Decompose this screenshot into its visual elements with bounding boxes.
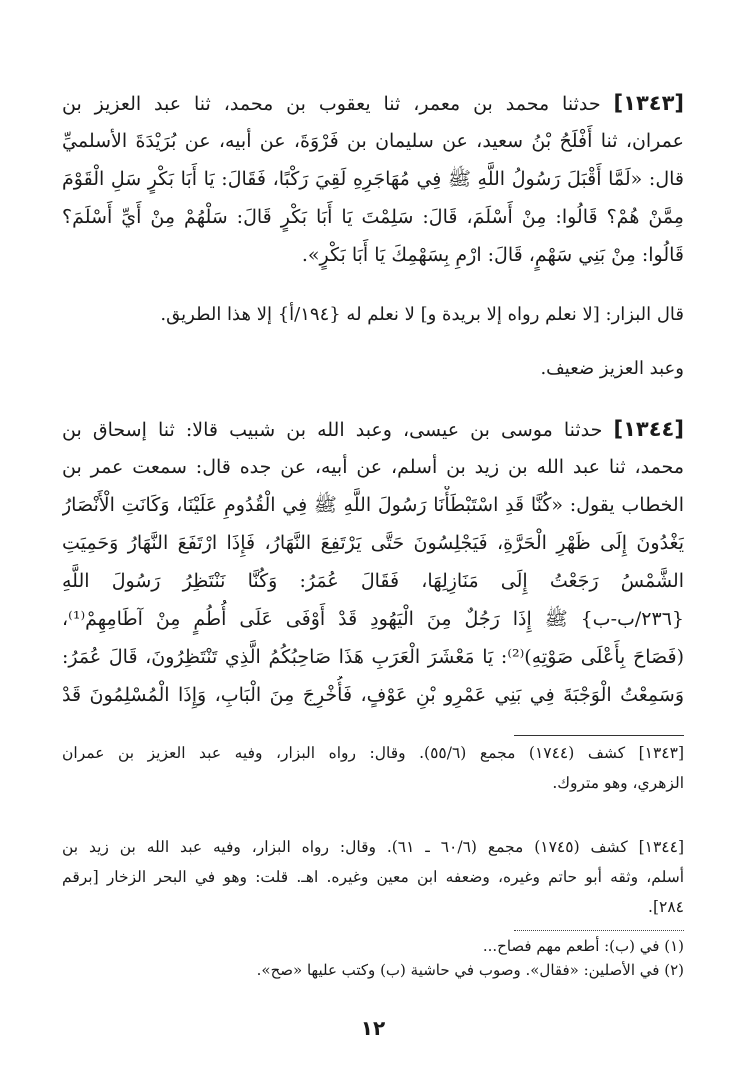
hadith-number: [١٣٤٤] [613, 417, 684, 441]
weak-note [62, 355, 684, 383]
hadith-line: وَسَمِعْتُ الْوَجْبَةَ فِي بَنِي عَمْرِو بْنِ عَوْفٍ، فَأُخْرِجَ مِنَ الْبَابِ، وَإِذَا الْمُسْلِمُونَ قَدْ [62, 684, 684, 706]
footnotes-divider [514, 930, 684, 931]
note-line: ٢٨٤]. [648, 898, 684, 916]
hadith-line: قَالُوا: مِنْ بَنِي سَهْمٍ، قَالَ: ارْمِ بِسَهْمِكَ يَا أَبَا بَكْرٍ». [301, 244, 684, 266]
hadith-line: الخطاب يقول: «كُنَّا قَدِ اسْتَبْطَأْنَا رَسُولَ اللَّهِ ﷺ فِي الْقُدُومِ عَلَيْنَا، وَكَانَتِ الْأَنْصَارُ [62, 494, 684, 516]
weak-note-text: وعبد العزيز ضعيف. [540, 358, 684, 379]
hadith-line: قال: «لَمَّا أَقْبَلَ رَسُولُ اللَّهِ ﷺ فِي مُهَاجَرِهِ لَقِيَ رَكْبًا، فَقَالَ: يَا أَبَا بَكْرٍ سَلِ الْقَوْمَ [62, 168, 684, 190]
hadith-line: [١٣٤٣] حدثنا محمد بن معمر، ثنا يعقوب بن محمد، ثنا عبد العزيز بن [62, 91, 684, 115]
bazzar-note-text: قال البزار: [لا نعلم رواه إلا بريدة و] لا نعلم له {١٩٤/أ} إلا هذا الطريق. [160, 304, 684, 325]
note-line: [١٣٤٤] كشف (١٧٤٥) مجمع (٦٠/٦ ـ ٦١). وقال: رواه البزار، وفيه عبد الله بن زيد بن [62, 838, 684, 856]
hadith-line: الشَّمْسُ رَجَعْتُ إِلَى مَنَازِلِهَا، فَقَالَ عُمَرُ: وَكُنَّا نَنْتَظِرُ رَسُولَ اللَّهِ [62, 570, 684, 592]
footnote-2: (٢) في الأصلين: «فقال». وصوب في حاشية (ب) وكتب عليها «صح». [256, 961, 684, 979]
hadith-line: يَغْدُونَ إِلَى ظَهْرِ الْحَرَّةِ، فَيَجْلِسُونَ حَتَّى يَرْتَفِعَ النَّهَارُ، فَإِذَا ارْتَفَعَ النَّهَارُ وَحَمِيَتِ [62, 532, 684, 554]
hadith-line: {٢٣٦/ب-ب} ﷺ إِذَا رَجُلٌ مِنَ الْيَهُودِ قَدْ أَوْفَى عَلَى أُطُمٍ مِنْ آطَامِهِمْ⁽¹⁾، [62, 608, 684, 630]
page-number: ١٢ [360, 1016, 386, 1040]
bazzar-note [62, 301, 684, 329]
note-line: الزهري، وهو متروك. [552, 774, 684, 792]
footnotes [62, 934, 684, 982]
hadith-line: عمران، ثنا أَفْلَحُ بْنُ سعيد، عن سليمان بن فَرْوَةَ، عن أبيه، عن بُرَيْدَةَ الأسلميِّ [62, 130, 684, 152]
note-1343 [62, 738, 684, 798]
hadith-1343 [62, 84, 684, 274]
note-line: [١٣٤٣] كشف (١٧٤٤) مجمع (٥٥/٦). وقال: رواه البزار، وفيه عبد العزيز بن عمران [62, 744, 684, 762]
note-line: أسلم، وثقه أبو حاتم وغيره، وضعفه ابن معين وغيره. اهـ. قلت: وهو في البحر الزخار [برقم [62, 868, 684, 886]
notes-divider [514, 735, 684, 736]
hadith-line: محمد، ثنا عبد الله بن زيد بن أسلم، عن أبيه، عن جده قال: سمعت عمر بن [62, 456, 684, 478]
hadith-line: (فَصَاحَ بِأَعْلَى صَوْتِهِ)⁽²⁾: يَا مَعْشَرَ الْعَرَبِ هَذَا صَاحِبُكُمُ الَّذِي تَنْتَظِرُونَ، قَالَ عُمَرُ: [62, 646, 684, 668]
hadith-number: [١٣٤٣] [613, 91, 684, 115]
hadith-1344 [62, 410, 684, 714]
hadith-line: [١٣٤٤] حدثنا موسى بن عيسى، وعبد الله بن شبيب قالا: ثنا إسحاق بن [62, 417, 684, 441]
note-1344 [62, 832, 684, 922]
hadith-line: مِمَّنْ هُمْ؟ قَالُوا: مِنْ أَسْلَمَ، قَالَ: سَلِمْتَ يَا أَبَا بَكْرٍ قَالَ: سَلْهُمْ مِنْ أَيِّ أَسْلَمَ؟ [62, 206, 684, 228]
footnote-1: (١) في (ب): أطعم مهم فصاح... [482, 937, 684, 955]
